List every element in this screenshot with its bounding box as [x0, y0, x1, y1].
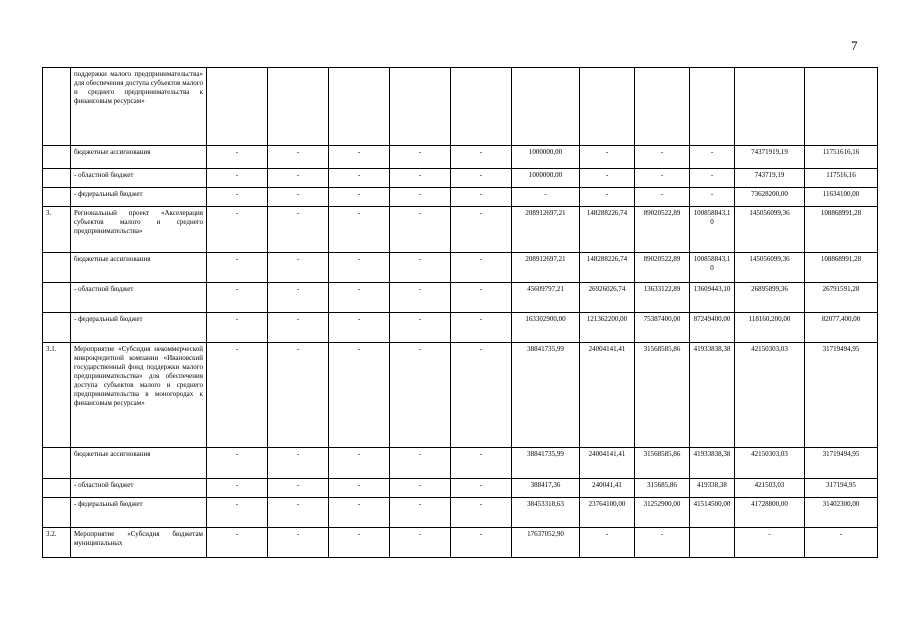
value-cell: 148288226,74: [580, 207, 635, 253]
value-cell: 38453318,63: [512, 498, 580, 528]
value-cell: 42150303,03: [735, 448, 805, 479]
value-cell: 11634100,00: [805, 188, 878, 207]
value-cell: 41728800,00: [735, 498, 805, 528]
value-cell: -: [207, 169, 268, 188]
value-cell: -: [268, 448, 329, 479]
value-cell: -: [207, 479, 268, 498]
row-number: [43, 498, 71, 528]
value-cell: -: [329, 169, 390, 188]
value-cell: 1000000,00: [512, 169, 580, 188]
value-cell: -: [390, 313, 451, 343]
value-cell: 31568585,86: [635, 343, 690, 448]
value-cell: -: [390, 169, 451, 188]
value-cell: -: [690, 188, 735, 207]
value-cell: [635, 68, 690, 146]
row-description: - федеральный бюджет: [71, 313, 207, 343]
value-cell: 145056099,36: [735, 207, 805, 253]
value-cell: 421503,03: [735, 479, 805, 498]
row-description: - областной бюджет: [71, 283, 207, 313]
value-cell: -: [805, 528, 878, 558]
value-cell: 31402300,00: [805, 498, 878, 528]
value-cell: -: [329, 283, 390, 313]
value-cell: -: [451, 448, 512, 479]
value-cell: 163302900,00: [512, 313, 580, 343]
value-cell: -: [451, 528, 512, 558]
value-cell: -: [390, 188, 451, 207]
value-cell: 121362200,00: [580, 313, 635, 343]
table-row: [43, 188, 878, 207]
value-cell: -: [207, 528, 268, 558]
value-cell: -: [207, 207, 268, 253]
row-number: 3.1.: [43, 343, 71, 448]
value-cell: 13609443,10: [690, 283, 735, 313]
value-cell: -: [735, 528, 805, 558]
page-number: 7: [851, 38, 858, 53]
value-cell: [580, 68, 635, 146]
value-cell: -: [329, 498, 390, 528]
value-cell: -: [329, 146, 390, 169]
value-cell: -: [207, 146, 268, 169]
value-cell: -: [390, 146, 451, 169]
value-cell: 41933838,38: [690, 448, 735, 479]
table-row: [43, 207, 878, 253]
value-cell: 41514500,00: [690, 498, 735, 528]
table-row: [43, 313, 878, 343]
value-cell: -: [207, 253, 268, 283]
value-cell: -: [451, 313, 512, 343]
value-cell: 41933838,38: [690, 343, 735, 448]
value-cell: -: [451, 498, 512, 528]
value-cell: 145056099,36: [735, 253, 805, 283]
value-cell: [512, 68, 580, 146]
value-cell: -: [580, 169, 635, 188]
value-cell: 75387400,00: [635, 313, 690, 343]
budget-table: [42, 67, 878, 558]
value-cell: -: [268, 313, 329, 343]
row-description: Мероприятие «Субсидия бюджетам муниципальных: [71, 528, 207, 558]
value-cell: [390, 68, 451, 146]
value-cell: 117516,16: [805, 169, 878, 188]
row-number: [43, 68, 71, 146]
value-cell: 148288226,74: [580, 253, 635, 283]
row-description: - федеральный бюджет: [71, 188, 207, 207]
row-number: [43, 313, 71, 343]
value-cell: [329, 68, 390, 146]
value-cell: 11751616,16: [805, 146, 878, 169]
value-cell: -: [580, 188, 635, 207]
row-description: - федеральный бюджет: [71, 498, 207, 528]
row-description: бюджетные ассигнования: [71, 146, 207, 169]
value-cell: -: [207, 498, 268, 528]
value-cell: -: [207, 313, 268, 343]
value-cell: 100858843,10: [690, 253, 735, 283]
row-description: - областной бюджет: [71, 479, 207, 498]
row-number: [43, 448, 71, 479]
row-number: [43, 146, 71, 169]
value-cell: 87249400,00: [690, 313, 735, 343]
value-cell: -: [390, 528, 451, 558]
value-cell: -: [635, 169, 690, 188]
value-cell: -: [268, 253, 329, 283]
value-cell: -: [268, 283, 329, 313]
value-cell: -: [207, 448, 268, 479]
value-cell: 45609797,21: [512, 283, 580, 313]
value-cell: 108868991,28: [805, 207, 878, 253]
table-row: [43, 528, 878, 558]
value-cell: -: [635, 528, 690, 558]
table-body: [43, 68, 878, 558]
value-cell: 26926026,74: [580, 283, 635, 313]
value-cell: [207, 68, 268, 146]
value-cell: -: [512, 188, 580, 207]
value-cell: 74371919,19: [735, 146, 805, 169]
value-cell: -: [329, 253, 390, 283]
value-cell: 208912697,21: [512, 207, 580, 253]
value-cell: -: [268, 343, 329, 448]
value-cell: -: [451, 146, 512, 169]
value-cell: [268, 68, 329, 146]
table-row: [43, 343, 878, 448]
row-number: [43, 169, 71, 188]
row-description: - областной бюджет: [71, 169, 207, 188]
value-cell: -: [390, 253, 451, 283]
value-cell: -: [451, 253, 512, 283]
value-cell: -: [207, 283, 268, 313]
value-cell: -: [390, 498, 451, 528]
value-cell: -: [390, 479, 451, 498]
value-cell: 23764100,00: [580, 498, 635, 528]
value-cell: 100858843,10: [690, 207, 735, 253]
value-cell: 42150303,03: [735, 343, 805, 448]
value-cell: -: [329, 313, 390, 343]
table-row: [43, 479, 878, 498]
row-number: 3.: [43, 207, 71, 253]
value-cell: -: [329, 207, 390, 253]
value-cell: -: [329, 479, 390, 498]
table-row: [43, 169, 878, 188]
value-cell: -: [580, 528, 635, 558]
value-cell: 31719494,95: [805, 343, 878, 448]
value-cell: 118160,200,00: [735, 313, 805, 343]
value-cell: -: [451, 283, 512, 313]
value-cell: -: [390, 448, 451, 479]
value-cell: 38841735,99: [512, 343, 580, 448]
value-cell: -: [690, 169, 735, 188]
value-cell: -: [268, 169, 329, 188]
value-cell: [805, 68, 878, 146]
value-cell: [735, 68, 805, 146]
value-cell: 24004141,41: [580, 343, 635, 448]
value-cell: 31568585,86: [635, 448, 690, 479]
value-cell: 24004141,41: [580, 448, 635, 479]
value-cell: 208912697,21: [512, 253, 580, 283]
value-cell: 73628200,00: [735, 188, 805, 207]
value-cell: 38841735,99: [512, 448, 580, 479]
table-row: [43, 498, 878, 528]
value-cell: 743719,19: [735, 169, 805, 188]
value-cell: 315685,86: [635, 479, 690, 498]
row-description: бюджетные ассигнования: [71, 253, 207, 283]
value-cell: 13633122,89: [635, 283, 690, 313]
value-cell: 82077,400,00: [805, 313, 878, 343]
value-cell: [451, 68, 512, 146]
row-description: поддержки малого предпринимательства» для обеспечения доступа субъектов малого и среднего предпринимательства к финансовым ресурсам»: [71, 68, 207, 146]
value-cell: 419338,38: [690, 479, 735, 498]
value-cell: -: [390, 343, 451, 448]
row-description: Региональный проект «Акселерация субъектов малого и среднего предпринимательства»: [71, 207, 207, 253]
row-description: Мероприятие «Субсидия некоммерческой микрокредитной компании «Ивановский государственный фонд поддержки малого предпринимательства» для обеспечения доступа субъектов малого и среднего предпринимательства в моногородах к финансовым ресурсам»: [71, 343, 207, 448]
row-number: [43, 283, 71, 313]
value-cell: -: [329, 188, 390, 207]
value-cell: -: [207, 188, 268, 207]
value-cell: -: [329, 448, 390, 479]
value-cell: -: [451, 479, 512, 498]
value-cell: -: [451, 169, 512, 188]
value-cell: [690, 68, 735, 146]
value-cell: -: [268, 188, 329, 207]
value-cell: 26791591,28: [805, 283, 878, 313]
table-row: [43, 146, 878, 169]
value-cell: -: [268, 498, 329, 528]
value-cell: -: [451, 188, 512, 207]
value-cell: 317194,95: [805, 479, 878, 498]
value-cell: -: [451, 207, 512, 253]
value-cell: -: [268, 528, 329, 558]
value-cell: 108868991,28: [805, 253, 878, 283]
value-cell: -: [690, 146, 735, 169]
value-cell: 240041,41: [580, 479, 635, 498]
table-row: [43, 68, 878, 146]
value-cell: -: [390, 207, 451, 253]
row-number: 3.2.: [43, 528, 71, 558]
row-number: [43, 253, 71, 283]
table-row: [43, 283, 878, 313]
value-cell: -: [329, 343, 390, 448]
value-cell: -: [268, 479, 329, 498]
value-cell: -: [580, 146, 635, 169]
value-cell: [690, 528, 735, 558]
row-description: бюджетные ассигнования: [71, 448, 207, 479]
value-cell: 388417,36: [512, 479, 580, 498]
row-number: [43, 188, 71, 207]
value-cell: 17637052,90: [512, 528, 580, 558]
value-cell: -: [390, 283, 451, 313]
value-cell: -: [635, 188, 690, 207]
value-cell: -: [635, 146, 690, 169]
value-cell: 26895899,36: [735, 283, 805, 313]
value-cell: 31719494,95: [805, 448, 878, 479]
value-cell: -: [207, 343, 268, 448]
value-cell: -: [268, 146, 329, 169]
table-row: [43, 253, 878, 283]
value-cell: -: [451, 343, 512, 448]
value-cell: -: [268, 207, 329, 253]
value-cell: 31252900,00: [635, 498, 690, 528]
table-row: [43, 448, 878, 479]
value-cell: 89020522,89: [635, 207, 690, 253]
value-cell: -: [329, 528, 390, 558]
value-cell: 1000000,00: [512, 146, 580, 169]
value-cell: 89020522,89: [635, 253, 690, 283]
row-number: [43, 479, 71, 498]
